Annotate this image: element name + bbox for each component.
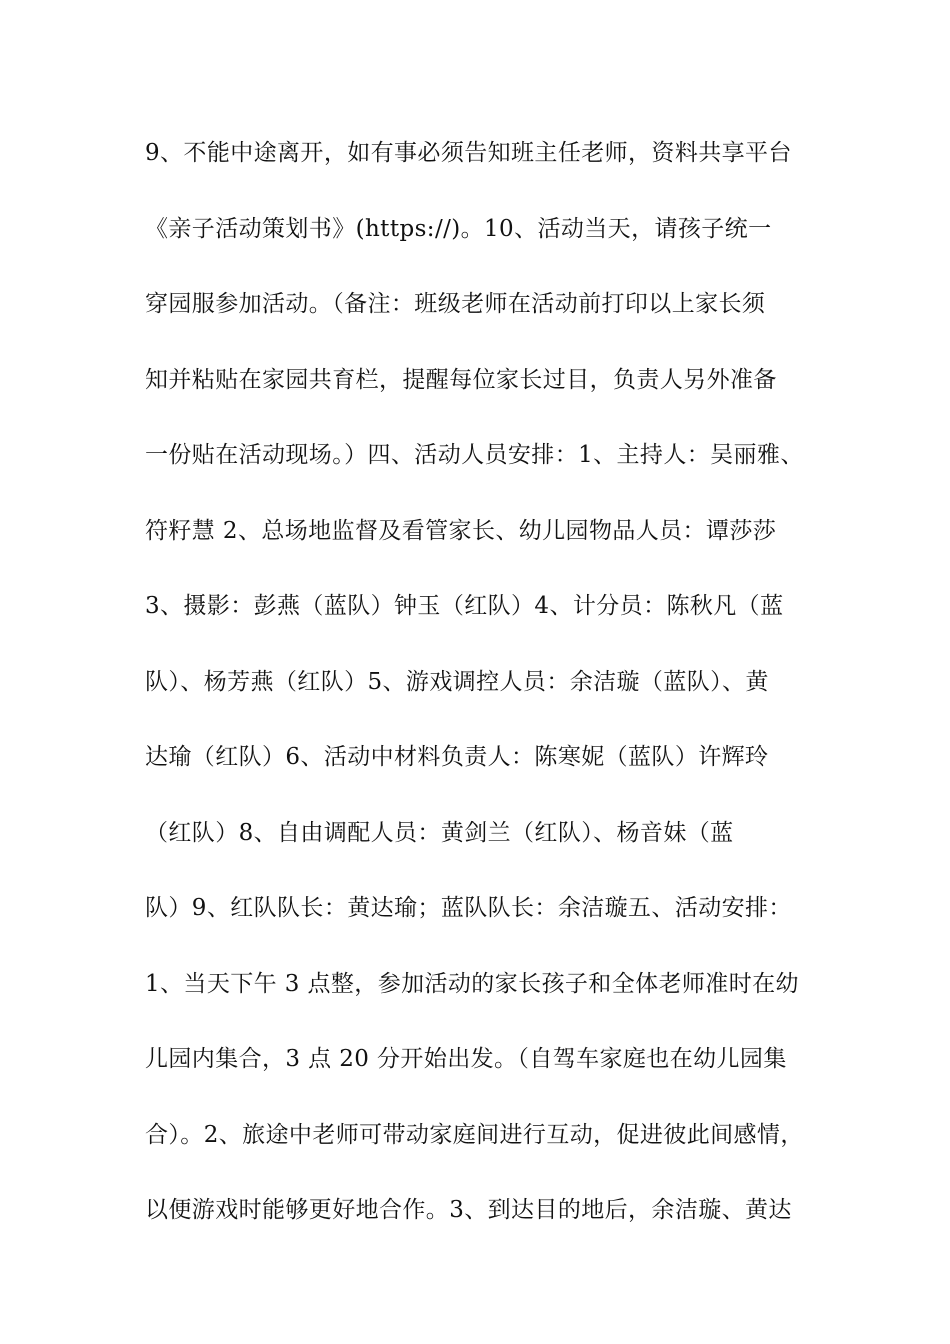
text-line-9: 达瑜（红队）6、活动中材料负责人：陈寒妮（蓝队）许辉玲 <box>145 744 769 770</box>
text-line-6: 符籽慧 2、总场地监督及看管家长、幼儿园物品人员：谭莎莎 <box>145 517 777 544</box>
text-line-7: 3、摄影：彭燕（蓝队）钟玉（红队）4、计分员：陈秋凡（蓝 <box>145 593 784 619</box>
text-line-14: 合）。2、旅途中老师可带动家庭间进行互动，促进彼此间感情， <box>145 1121 804 1148</box>
text-line-2: 《亲子活动策划书》(https://)。10、活动当天，请孩子统一 <box>145 215 772 242</box>
text-line-11: 队）9、红队队长：黄达瑜；蓝队队长：余洁璇五、活动安排： <box>145 895 792 921</box>
text-line-8: 队）、杨芳燕（红队）5、游戏调控人员：余洁璇（蓝队）、黄 <box>145 668 769 695</box>
text-line-3: 穿园服参加活动。（备注：班级老师在活动前打印以上家长须 <box>145 291 766 317</box>
text-line-15: 以便游戏时能够更好地合作。3、到达目的地后，余洁璇、黄达 <box>145 1197 792 1223</box>
text-line-10: （红队）8、自由调配人员：黄剑兰（红队）、杨音妹（蓝 <box>145 819 734 846</box>
text-line-5: 一份贴在活动现场。）四、活动人员安排：1、主持人：吴丽雅、 <box>145 442 804 468</box>
text-line-4: 知并粘贴在家园共育栏，提醒每位家长过目，负责人另外准备 <box>145 366 777 393</box>
text-line-12: 1、当天下午 3 点整，参加活动的家长孩子和全体老师准时在幼 <box>145 970 799 997</box>
text-line-1: 9、不能中途离开，如有事必须告知班主任老师，资料共享平台 <box>145 140 792 166</box>
body-text <box>145 130 845 1263</box>
text-line-13: 儿园内集合，3 点 20 分开始出发。（自驾车家庭也在幼儿园集 <box>145 1046 787 1072</box>
